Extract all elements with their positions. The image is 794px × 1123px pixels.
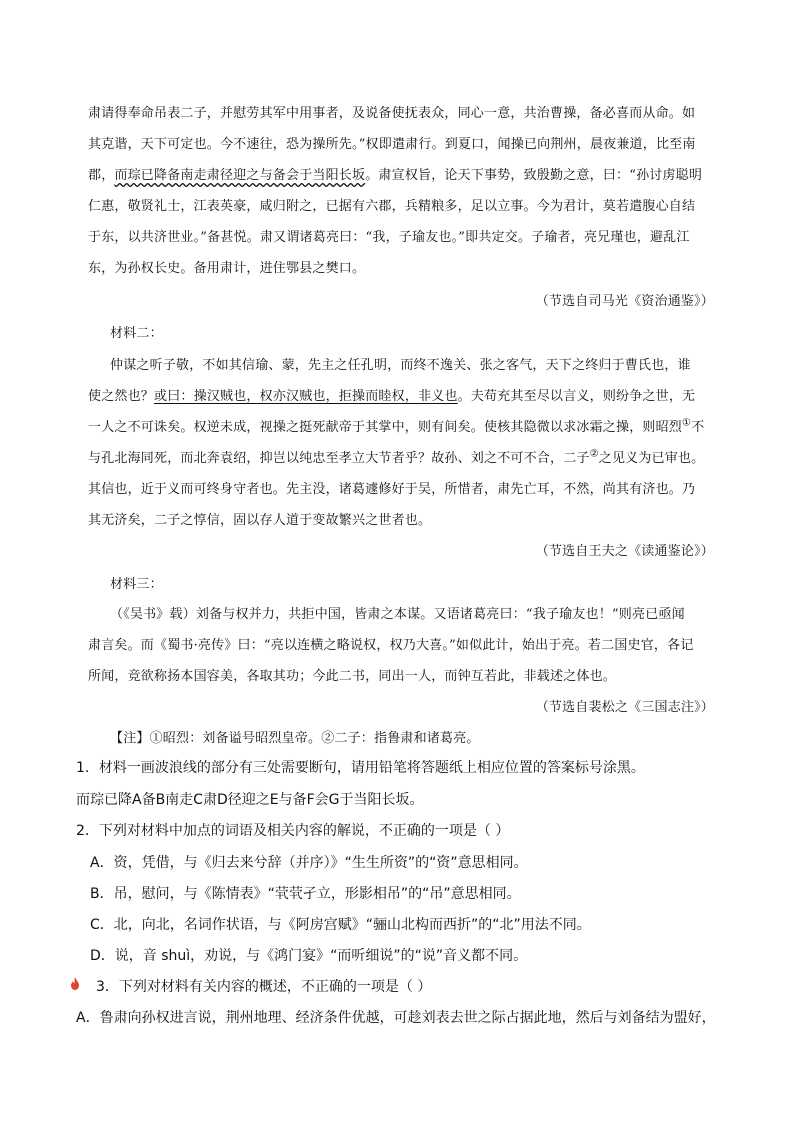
material1-line4: 仁惠，敬贤礼士，江表英豪，咸归附之，已据有六郡，兵精粮多，足以立事。今为君计，莫若遣腹心自结 (88, 199, 696, 214)
question3-option-a[interactable]: A．鲁肃向孙权进言说，荆州地理、经济条件优越，可趁刘表去世之际占据此地，然后与刘备结为盟好， (76, 1010, 716, 1026)
question1-sentence: 而琮已降A备B南走C肃D径迎之E与备F会G于当阳长坂。 (76, 792, 424, 808)
material2-line3-text: 一人之不可诛矣。权逆未成，视操之挺死献帝于其掌中，则有间矣。使核其隐微以求冰霜之操，则昭烈 (88, 420, 683, 435)
question2-option-c[interactable]: C．北，向北，名词作状语，与《阿房宫赋》“骊山北构而西折”的“北”用法不同。 (90, 917, 591, 933)
material2-line5: 其信也，近于义而可终身守者也。先主没，诸葛遽修好于吴，所惜者，肃先亡耳，不然，尚其有济也。乃 (88, 482, 696, 497)
question3-stem: 3．下列对材料有关内容的概述，不正确的一项是（ ） (96, 979, 432, 995)
material2-line2-post: 。夫苟充其至尽以言义，则纷争之世，无 (457, 389, 696, 404)
material3-source: （节选自裴松之《三国志注》） (535, 700, 714, 715)
material2-line4-post: 之见义为已审也。 (598, 451, 705, 466)
material2-line3-end: 不 (691, 420, 705, 435)
material2-source: （节选自王夫之《读通鉴论》） (535, 544, 714, 559)
annotation-note: 【注】①昭烈：刘备谥号昭烈皇帝。②二子：指鲁肃和诸葛亮。 (110, 731, 480, 746)
note-mark-1: ① (682, 417, 692, 429)
flame-icon (70, 977, 80, 990)
material2-line3 (88, 416, 704, 435)
note-mark-2: ② (589, 448, 599, 460)
question1-stem: 1．材料一画波浪线的部分有三处需要断句，请用铅笔将答题纸上相应位置的答案标号涂黑。 (76, 760, 645, 776)
material1-source: （节选自司马光《资治通鉴》） (535, 294, 714, 309)
material1-line2: 其克谐，天下可定也。今不速往，恐为操所先。”权即遣肃行。到夏口，闻操已向荆州，晨夜兼道，比至南 (88, 137, 696, 152)
question2-option-b[interactable]: B．吊，慰问，与《陈情表》“茕茕孑立，形影相吊”的“吊”意思相同。 (90, 886, 521, 902)
material2-line1: 仲谋之听子敬，不如其信瑜、蒙，先主之任孔明，而终不逸关、张之客气，天下之终归于曹氏也，谁 (110, 358, 691, 373)
material3-line2: 肃言矣。而《蜀书·亮传》曰：“亮以连横之略说权，权乃大喜。”如似此计，始出于亮。若二国史官，各记 (88, 638, 694, 653)
material1-line5: 于东，以共济世业。”备甚悦。肃又谓诸葛亮曰：“我，子瑜友也。”即共定交。子瑜者，亮兄瑾也，避乱江 (88, 230, 690, 245)
material1-line3-pre: 郡， (88, 168, 115, 183)
material1-line3 (88, 164, 702, 183)
underlined-sentence: 或曰：操汉贼也，权亦汉贼也，拒操而睦权，非义也 (154, 389, 458, 404)
material3-line3: 所闻，竞欲称扬本国容美，各取其功；今此二书，同出一人，而钟互若此，非载述之体也。 (88, 669, 617, 684)
material2-line2 (88, 385, 695, 404)
material2-line2-pre: 使之然也？ (88, 389, 155, 404)
question2-stem: 2．下列对材料中加点的词语及相关内容的解说，不正确的一项是（ ） (76, 823, 510, 839)
material1-line1: 肃请得奉命吊表二子，并慰劳其军中用事者，及说备使抚表众，同心一意，共治曹操，备必喜而从命。如 (88, 106, 696, 121)
question2-option-d[interactable]: D．说，音 shuì，劝说，与《鸿门宴》“而听细说”的“说”音义都不同。 (90, 948, 528, 964)
material1-line6: 东，为孙权长史。备用肃计，进住鄂县之樊口。 (88, 261, 366, 276)
material2-line4-pre: 与孔北海同死，而北奔袁绍，抑岂以纯忠至孝立大节者乎？故孙、刘之不可不合，二子 (88, 451, 590, 466)
material1-line3-post: 。肃宣权旨，论天下事势，致殷勤之意，曰：“孙讨虏聪明 (365, 168, 703, 183)
material3-line1: （《吴书》载）刘备与权并力，共拒中国，皆肃之本谋。又语诸葛亮曰：“我子瑜友也！”则亮已亟闻 (110, 607, 685, 622)
material2-line4 (88, 447, 704, 466)
wavy-underlined-passage: 而琮已降备南走肃径迎之与备会于当阳长坂 (114, 168, 366, 183)
material3-heading: 材料三： (110, 577, 163, 592)
question2-option-a[interactable]: A．资，凭借，与《归去来兮辞（并序）》“生生所资”的“资”意思相同。 (90, 855, 528, 871)
material2-line6: 其无济矣，二子之惇信，固以存人道于变故繁兴之世者也。 (88, 513, 432, 528)
material2-heading: 材料二： (110, 326, 163, 341)
